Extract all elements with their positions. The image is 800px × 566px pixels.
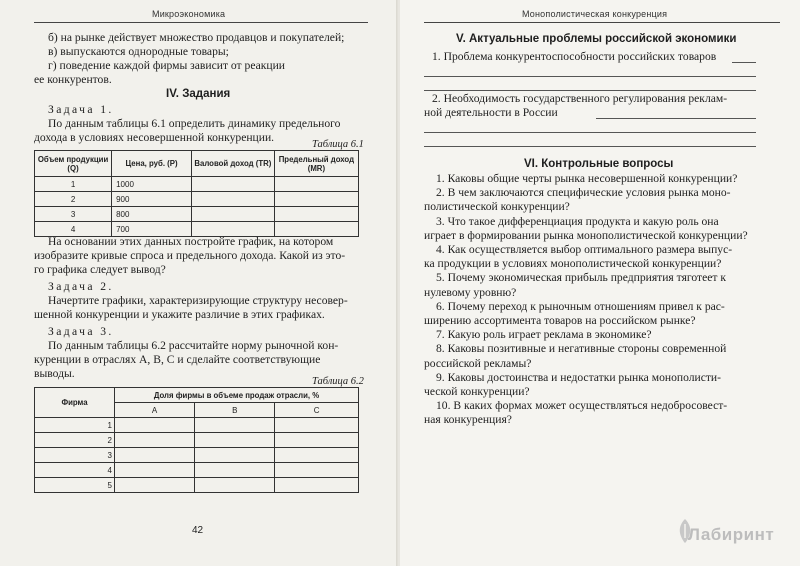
table1-cell [274, 177, 358, 192]
question-line: 7. Какую роль играет реклама в экономике? [436, 328, 652, 342]
problem-2-line-1: 2. Необходимость государственного регулирования реклам- [432, 92, 728, 105]
question-line: 4. Как осуществляется выбор оптимального размера выпус- [436, 243, 733, 256]
table2-firm: 4 [35, 463, 115, 478]
table1-cell [191, 207, 274, 222]
table2-cell [195, 448, 275, 463]
table1-cell: 800 [112, 207, 192, 222]
blank-line [424, 146, 756, 147]
labirint-watermark: Лабиринт [688, 525, 775, 544]
table1-cell [191, 192, 274, 207]
list-line-v: в) выпускаются однородные товары; [48, 45, 229, 58]
question-line: 10. В каких формах может осуществляться недобросовест- [436, 399, 728, 413]
table-6-1 [34, 150, 359, 237]
section-title-tasks: IV. Задания [166, 88, 231, 100]
question-line: 8. Каковы позитивные и негативные стороны современной [436, 342, 727, 356]
table-row [35, 478, 359, 493]
section5-title: V. Актуальные проблемы российской экономики [456, 33, 737, 45]
question-line: ширению ассортимента товаров на российском рынке? [424, 314, 696, 327]
question-line: 1. Каковы общие черты рынка несовершенной конкуренции? [436, 172, 738, 185]
question-line: 6. Почему переход к рыночным отношениям привел к рас- [436, 299, 725, 313]
table1-cell: 3 [35, 207, 112, 222]
table1-cell: 2 [35, 192, 112, 207]
table2-firm: 2 [35, 433, 115, 448]
task2-label: Задача 2. [48, 280, 114, 293]
table1-header-q: Объем продукции (Q) [35, 151, 112, 177]
table2-cell [115, 433, 195, 448]
section6-title: VI. Контрольные вопросы [524, 158, 674, 170]
blank-line [424, 132, 756, 133]
table1-header-mr: Предельный доход (MR) [274, 151, 358, 177]
table2-cell [195, 433, 275, 448]
table2-cell [195, 418, 275, 433]
table2-sub-a: A [115, 403, 195, 418]
task3-text-3: выводы. [34, 367, 75, 380]
table2-cell [115, 448, 195, 463]
blank-line [596, 118, 756, 119]
table2-header-share: Доля фирмы в объеме продаж отрасли, % [115, 388, 359, 403]
table-row [35, 177, 359, 192]
table2-cell [195, 463, 275, 478]
task1-text-2: дохода в условиях несовершенной конкуренции. [34, 131, 275, 144]
header-rule-right [424, 22, 780, 23]
question-line: ка продукции в условиях монополистической конкуренции? [424, 257, 722, 271]
running-head-left: Микроэкономика [152, 9, 226, 19]
table2-sub-b: B [195, 403, 275, 418]
table2-cell [275, 448, 359, 463]
table2-cell [195, 478, 275, 493]
after-table1-2: изобразите кривые спроса и предельного дохода. Какой из это- [34, 249, 346, 262]
table2-cell [115, 463, 195, 478]
table2-sub-c: C [275, 403, 359, 418]
task2-text-1: Начертите графики, характеризирующие структуру несовер- [48, 294, 348, 307]
task1-text-1: По данным таблицы 6.1 определить динамику предельного [48, 117, 341, 130]
blank-line [424, 90, 756, 91]
table1-cell [274, 192, 358, 207]
table1-cell: 700 [112, 222, 192, 237]
table2-cell [275, 478, 359, 493]
table1-cell [274, 207, 358, 222]
table2-header-firm: Фирма [35, 388, 115, 418]
table1-cell: 4 [35, 222, 112, 237]
question-line: 3. Что такое дифференциация продукта и какую роль она [436, 214, 719, 228]
question-line: 5. Почему экономическая прибыль предприятия тяготеет к [436, 271, 726, 285]
question-line: российской рекламы? [424, 356, 532, 370]
table2-firm: 3 [35, 448, 115, 463]
question-line: ная конкуренция? [424, 413, 512, 427]
question-line: 9. Каковы достоинства и недостатки рынка монополисти- [436, 370, 721, 384]
table2-cell [275, 418, 359, 433]
table-row [35, 433, 359, 448]
table1-caption: Таблица 6.1 [312, 139, 364, 150]
list-line-g: г) поведение каждой фирмы зависит от реакции [48, 59, 285, 72]
table-row [35, 207, 359, 222]
task3-label: Задача 3. [48, 325, 114, 338]
question-line: 2. В чем заключаются специфические условия рынка моно- [436, 186, 731, 200]
table1-header-tr: Валовой доход (TR) [191, 151, 274, 177]
question-line: играет в формировании рынка монополистической конкуренции? [424, 228, 748, 242]
table2-firm: 1 [35, 418, 115, 433]
table2-cell [275, 433, 359, 448]
table-row [35, 192, 359, 207]
task1-label: Задача 1. [48, 103, 114, 116]
right-page [400, 0, 800, 566]
after-table1-1: На основании этих данных постройте график, на котором [48, 235, 334, 248]
table1-cell [191, 177, 274, 192]
table2-caption: Таблица 6.2 [312, 376, 364, 387]
table2-firm: 5 [35, 478, 115, 493]
header-rule-left [34, 22, 368, 23]
blank-line [732, 62, 756, 63]
page-number: 42 [192, 525, 204, 536]
blank-line [424, 76, 756, 77]
table2-cell [115, 478, 195, 493]
list-line-g-cont: ее конкурентов. [34, 73, 112, 86]
list-line-b: б) на рынке действует множество продавцов и покупателей; [48, 31, 345, 44]
task3-text-2: куренции в отраслях A, B, C и сделайте соответствующие [34, 353, 321, 366]
table1-cell: 1 [35, 177, 112, 192]
task2-text-2: шенной конкуренции и укажите различие в этих графиках. [34, 308, 325, 321]
table2-cell [115, 418, 195, 433]
running-head-right: Монополистическая конкуренция [522, 9, 668, 19]
problem-1: 1. Проблема конкурентоспособности российских товаров [432, 50, 717, 63]
table2-cell [275, 463, 359, 478]
table-row [35, 448, 359, 463]
table1-cell: 1000 [112, 177, 192, 192]
table1-header-p: Цена, руб. (P) [112, 151, 192, 177]
question-line: ческой конкуренции? [424, 385, 530, 398]
question-line: полистической конкуренции? [424, 200, 570, 214]
table1-cell: 900 [112, 192, 192, 207]
question-line: нулевому уровню? [424, 285, 517, 299]
table-row [35, 418, 359, 433]
table-row [35, 463, 359, 478]
after-table1-3: го графика следует вывод? [34, 263, 166, 276]
problem-2-line-2: ной деятельности в России [424, 106, 558, 119]
table-6-2 [34, 387, 359, 493]
left-page [0, 0, 398, 566]
task3-text-1: По данным таблицы 6.2 рассчитайте норму рыночной кон- [48, 339, 339, 352]
